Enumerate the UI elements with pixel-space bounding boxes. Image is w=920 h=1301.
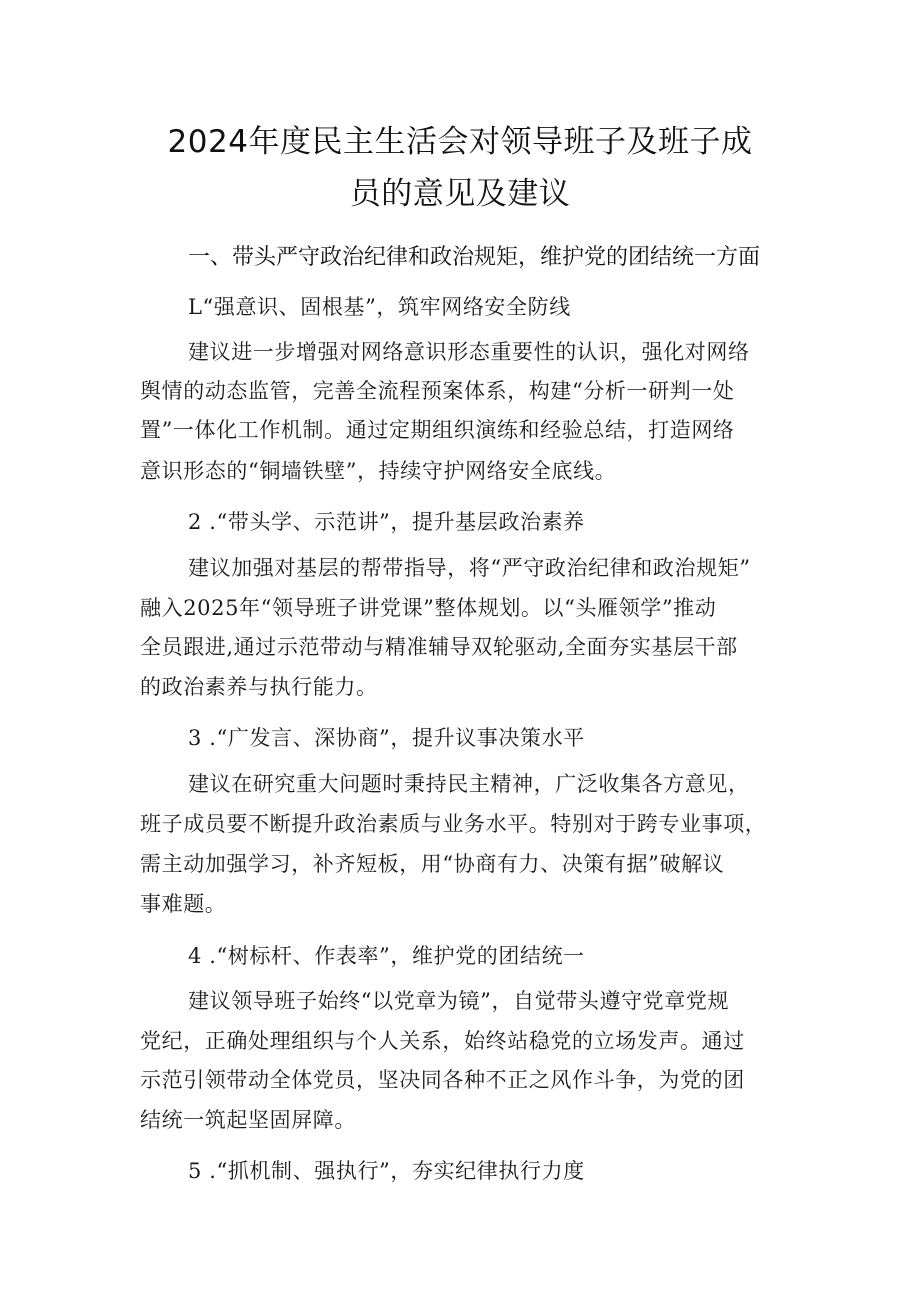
document-title <box>140 116 780 220</box>
item-4-line-1: 建议领导班子始终“以党章为镜”，自觉带头遵守党章党规 <box>188 989 730 1013</box>
item-4-line-2: 党纪，正确处理组织与个人关系，始终站稳党的立场发声。通过 <box>140 1029 745 1053</box>
title-line-2: 员的意见及建议 <box>349 176 571 212</box>
item-3-line-4: 事难题。 <box>140 892 227 916</box>
item-4-line-4: 结统一筑起坚固屏障。 <box>140 1108 356 1132</box>
item-3-line-1: 建议在研究重大问题时秉持民主精神，广泛收集各方意见， <box>188 772 750 796</box>
item-2-line-1: 建议加强对基层的帮带指导，将“严守政治纪律和政治规矩” <box>188 556 751 580</box>
item-4-line-3: 示范引领带动全体党员，坚决同各种不正之风作斗争，为党的团 <box>140 1068 745 1092</box>
item-3-line-2: 班子成员要不断提升政治素质与业务水平。特别对于跨专业事项， <box>140 812 767 836</box>
item-2-heading: 2 .“带头学、示范讲”，提升基层政治素养 <box>188 510 585 534</box>
item-2-line-3: 全员跟进,通过示范带动与精准辅导双轮驱动,全面夯实基层干部 <box>140 635 738 659</box>
item-5-heading: 5 .“抓机制、强执行”，夯实纪律执行力度 <box>188 1159 585 1183</box>
item-4-heading: 4 .“树标杆、作表率”，维护党的团结统一 <box>188 944 585 968</box>
item-2-line-4: 的政治素养与执行能力。 <box>140 675 378 699</box>
section-heading: 一、带头严守政治纪律和政治规矩，维护党的团结统一方面 <box>188 245 761 270</box>
item-1-line-3: 置”一体化工作机制。通过定期组织演练和经验总结，打造网络 <box>140 418 735 442</box>
title-line-1: 2024年度民主生活会对领导班子及班子成 <box>167 124 753 160</box>
item-2-line-2: 融入2025年“领导班子讲党课”整体规划。以“头雁领学”推动 <box>140 596 717 620</box>
item-1-heading: L“强意识、固根基”，筑牢网络安全防线 <box>188 295 571 319</box>
item-3-heading: 3 .“广发言、深协商”，提升议事决策水平 <box>188 726 585 750</box>
item-1-line-2: 舆情的动态监管，完善全流程预案体系，构建“分析一研判一处 <box>140 379 735 403</box>
item-3-line-3: 需主动加强学习，补齐短板，用“协商有力、决策有据”破解议 <box>140 852 725 876</box>
item-1-line-4: 意识形态的“铜墙铁壁”，持续守护网络安全底线。 <box>140 459 617 483</box>
item-1-line-1: 建议进一步增强对网络意识形态重要性的认识，强化对网络 <box>188 340 750 364</box>
